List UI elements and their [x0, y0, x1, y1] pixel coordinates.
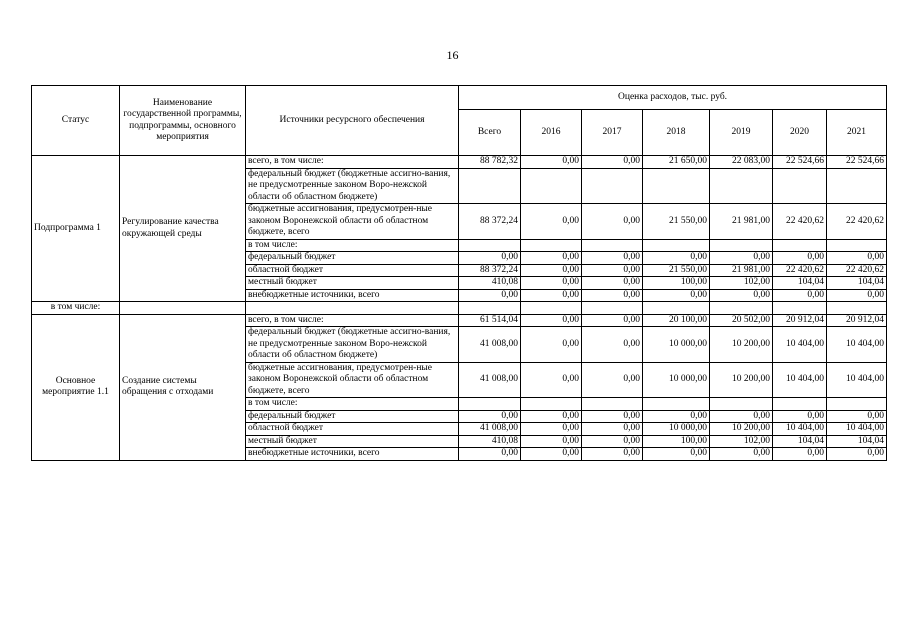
- value-cell: [582, 168, 643, 204]
- empty-cell: [120, 302, 246, 315]
- value-cell: 0,00: [582, 252, 643, 265]
- value-cell: 104,04: [773, 435, 827, 448]
- value-cell: 104,04: [827, 277, 887, 290]
- value-cell: 0,00: [582, 277, 643, 290]
- value-cell: 22 420,62: [827, 264, 887, 277]
- value-cell: [710, 239, 773, 252]
- value-cell: 102,00: [710, 435, 773, 448]
- value-cell: 0,00: [521, 314, 582, 327]
- source-cell: в том числе:: [246, 398, 459, 411]
- value-cell: 0,00: [521, 410, 582, 423]
- value-cell: 10 404,00: [773, 362, 827, 398]
- value-cell: [643, 398, 710, 411]
- value-cell: 0,00: [643, 410, 710, 423]
- value-cell: 0,00: [827, 289, 887, 302]
- source-cell: бюджетные ассигнования, предусмотрен-ные законом Воронежской области об областном бюджете, всего: [246, 204, 459, 240]
- subprogram-section: [32, 156, 887, 302]
- value-cell: 0,00: [582, 410, 643, 423]
- header-total: Всего: [459, 110, 521, 156]
- value-cell: [773, 398, 827, 411]
- value-cell: 21 550,00: [643, 204, 710, 240]
- subprogram-status: Подпрограмма 1: [32, 156, 120, 302]
- separator-label: в том числе:: [32, 302, 120, 315]
- value-cell: [459, 168, 521, 204]
- value-cell: 0,00: [582, 314, 643, 327]
- value-cell: 0,00: [710, 289, 773, 302]
- budget-table: [31, 85, 887, 461]
- header-program-name: Наименование государственной программы, подпрограммы, основного мероприятия: [120, 86, 246, 156]
- value-cell: 0,00: [582, 204, 643, 240]
- source-cell: федеральный бюджет (бюджетные ассигно-вания, не предусмотренные законом Воро-нежской области об областном бюджете): [246, 327, 459, 363]
- value-cell: 10 200,00: [710, 423, 773, 436]
- header-year: 2018: [643, 110, 710, 156]
- value-cell: 0,00: [773, 289, 827, 302]
- activity-status: Основное мероприятие 1.1: [32, 314, 120, 460]
- value-cell: 0,00: [827, 410, 887, 423]
- value-cell: 0,00: [459, 448, 521, 461]
- empty-cell: [827, 302, 887, 315]
- value-cell: [827, 168, 887, 204]
- source-cell: местный бюджет: [246, 435, 459, 448]
- separator-section: [32, 302, 887, 315]
- value-cell: 0,00: [643, 252, 710, 265]
- table-row: [32, 156, 887, 169]
- value-cell: 22 083,00: [710, 156, 773, 169]
- value-cell: 0,00: [710, 410, 773, 423]
- subprogram-name: Регулирование качества окружающей среды: [120, 156, 246, 302]
- value-cell: [710, 168, 773, 204]
- value-cell: 0,00: [582, 289, 643, 302]
- value-cell: 0,00: [521, 264, 582, 277]
- empty-cell: [582, 302, 643, 315]
- value-cell: 10 200,00: [710, 327, 773, 363]
- value-cell: 88 782,32: [459, 156, 521, 169]
- value-cell: 20 912,04: [773, 314, 827, 327]
- value-cell: 10 404,00: [827, 423, 887, 436]
- source-cell: областной бюджет: [246, 423, 459, 436]
- value-cell: 22 420,62: [827, 204, 887, 240]
- value-cell: [827, 239, 887, 252]
- source-cell: внебюджетные источники, всего: [246, 289, 459, 302]
- value-cell: 41 008,00: [459, 362, 521, 398]
- value-cell: 10 404,00: [827, 327, 887, 363]
- source-cell: внебюджетные источники, всего: [246, 448, 459, 461]
- value-cell: 21 981,00: [710, 204, 773, 240]
- value-cell: 21 550,00: [643, 264, 710, 277]
- header-expenses: Оценка расходов, тыс. руб.: [459, 86, 887, 110]
- value-cell: [582, 239, 643, 252]
- value-cell: 100,00: [643, 435, 710, 448]
- value-cell: [773, 168, 827, 204]
- value-cell: 0,00: [459, 410, 521, 423]
- value-cell: 20 502,00: [710, 314, 773, 327]
- header-year: 2016: [521, 110, 582, 156]
- activity-section: [32, 314, 887, 460]
- value-cell: 0,00: [582, 264, 643, 277]
- source-cell: местный бюджет: [246, 277, 459, 290]
- empty-cell: [710, 302, 773, 315]
- value-cell: 0,00: [710, 448, 773, 461]
- source-cell: всего, в том числе:: [246, 156, 459, 169]
- header-year: 2019: [710, 110, 773, 156]
- empty-cell: [246, 302, 459, 315]
- value-cell: [521, 398, 582, 411]
- value-cell: 0,00: [459, 289, 521, 302]
- header-year: 2017: [582, 110, 643, 156]
- value-cell: [459, 239, 521, 252]
- value-cell: 61 514,04: [459, 314, 521, 327]
- value-cell: 0,00: [521, 327, 582, 363]
- header-year: 2021: [827, 110, 887, 156]
- value-cell: 0,00: [582, 423, 643, 436]
- value-cell: [521, 168, 582, 204]
- value-cell: 0,00: [459, 252, 521, 265]
- value-cell: 0,00: [521, 435, 582, 448]
- value-cell: 0,00: [773, 252, 827, 265]
- value-cell: 0,00: [582, 327, 643, 363]
- value-cell: 0,00: [582, 362, 643, 398]
- value-cell: 0,00: [643, 289, 710, 302]
- value-cell: 10 000,00: [643, 362, 710, 398]
- header-year: 2020: [773, 110, 827, 156]
- value-cell: [710, 398, 773, 411]
- value-cell: 0,00: [582, 448, 643, 461]
- value-cell: 22 524,66: [773, 156, 827, 169]
- source-cell: в том числе:: [246, 239, 459, 252]
- value-cell: 10 404,00: [827, 362, 887, 398]
- value-cell: 0,00: [827, 448, 887, 461]
- value-cell: [459, 398, 521, 411]
- table-row: [32, 314, 887, 327]
- value-cell: 22 420,62: [773, 204, 827, 240]
- value-cell: 88 372,24: [459, 204, 521, 240]
- empty-cell: [643, 302, 710, 315]
- page-number: 16: [446, 48, 459, 62]
- value-cell: 104,04: [827, 435, 887, 448]
- value-cell: 21 981,00: [710, 264, 773, 277]
- value-cell: 10 000,00: [643, 327, 710, 363]
- source-cell: областной бюджет: [246, 264, 459, 277]
- value-cell: 100,00: [643, 277, 710, 290]
- value-cell: 10 404,00: [773, 327, 827, 363]
- value-cell: [827, 398, 887, 411]
- value-cell: 0,00: [710, 252, 773, 265]
- value-cell: 0,00: [582, 435, 643, 448]
- value-cell: 0,00: [582, 156, 643, 169]
- value-cell: 0,00: [521, 156, 582, 169]
- source-cell: бюджетные ассигнования, предусмотрен-ные законом Воронежской области об областном бюджете, всего: [246, 362, 459, 398]
- value-cell: [582, 398, 643, 411]
- value-cell: 20 912,04: [827, 314, 887, 327]
- value-cell: 0,00: [773, 448, 827, 461]
- value-cell: 0,00: [521, 204, 582, 240]
- value-cell: 22 420,62: [773, 264, 827, 277]
- activity-name: Создание системы обращения с отходами: [120, 314, 246, 460]
- value-cell: 41 008,00: [459, 423, 521, 436]
- value-cell: 410,08: [459, 277, 521, 290]
- value-cell: 22 524,66: [827, 156, 887, 169]
- value-cell: 0,00: [521, 289, 582, 302]
- header-sources: Источники ресурсного обеспечения: [246, 86, 459, 156]
- value-cell: 0,00: [521, 423, 582, 436]
- header-status: Статус: [32, 86, 120, 156]
- value-cell: [643, 168, 710, 204]
- empty-cell: [521, 302, 582, 315]
- value-cell: 10 200,00: [710, 362, 773, 398]
- value-cell: [521, 239, 582, 252]
- value-cell: 410,08: [459, 435, 521, 448]
- value-cell: 88 372,24: [459, 264, 521, 277]
- value-cell: 104,04: [773, 277, 827, 290]
- value-cell: 0,00: [827, 252, 887, 265]
- value-cell: 10 000,00: [643, 423, 710, 436]
- empty-cell: [459, 302, 521, 315]
- value-cell: 0,00: [521, 448, 582, 461]
- source-cell: всего, в том числе:: [246, 314, 459, 327]
- source-cell: федеральный бюджет: [246, 252, 459, 265]
- value-cell: 10 404,00: [773, 423, 827, 436]
- value-cell: 102,00: [710, 277, 773, 290]
- value-cell: 0,00: [643, 448, 710, 461]
- value-cell: 41 008,00: [459, 327, 521, 363]
- value-cell: [643, 239, 710, 252]
- value-cell: 21 650,00: [643, 156, 710, 169]
- value-cell: 0,00: [521, 252, 582, 265]
- source-cell: федеральный бюджет (бюджетные ассигно-вания, не предусмотренные законом Воро-нежской области об областном бюджете): [246, 168, 459, 204]
- empty-cell: [773, 302, 827, 315]
- value-cell: 20 100,00: [643, 314, 710, 327]
- value-cell: 0,00: [521, 362, 582, 398]
- value-cell: 0,00: [521, 277, 582, 290]
- separator-row: [32, 302, 887, 315]
- value-cell: 0,00: [773, 410, 827, 423]
- source-cell: федеральный бюджет: [246, 410, 459, 423]
- value-cell: [773, 239, 827, 252]
